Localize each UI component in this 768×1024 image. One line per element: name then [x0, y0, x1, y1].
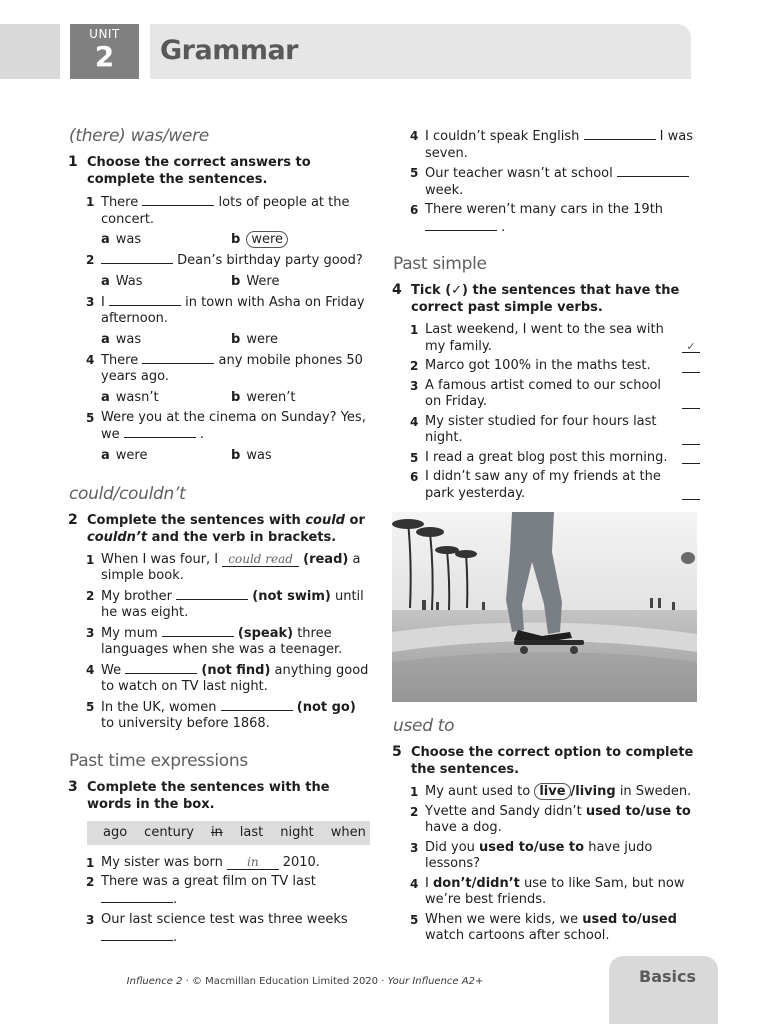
question-text-before: There weren’t many cars in the 19th	[425, 202, 664, 217]
question-number: 3	[86, 625, 95, 640]
option-b[interactable]	[231, 331, 278, 349]
footer-book: Influence 2	[126, 976, 183, 987]
question-text-before: When I was four, I	[101, 551, 219, 567]
question-number: 2	[86, 253, 95, 267]
option-b[interactable]	[231, 273, 279, 291]
option-a[interactable]	[101, 231, 141, 249]
option-separator: /	[533, 839, 539, 855]
question-text-after: Dean’s birthday party good?	[177, 253, 363, 268]
tick-box[interactable]: ✓	[682, 341, 700, 353]
question-number: 2	[86, 875, 95, 889]
question-number: 3	[410, 378, 419, 393]
option-letter: a	[101, 447, 110, 463]
instruction-text: Choose the correct option to complete the sentences.	[411, 745, 694, 777]
question-number: 3	[410, 840, 419, 855]
task-number: 1	[68, 154, 78, 170]
unit-badge	[70, 24, 139, 79]
answer-options	[68, 231, 370, 250]
question-text-after: week.	[425, 182, 464, 198]
instruction-text: Choose the correct answers to complete the sentences.	[87, 155, 311, 187]
unit-label: UNIT	[89, 27, 120, 41]
question-item	[68, 625, 370, 659]
question-text-before: There	[101, 352, 139, 368]
option-second[interactable]: use to	[538, 839, 585, 855]
answer-blank[interactable]	[124, 426, 196, 438]
option-text: weren’t	[246, 389, 296, 405]
tick-sentence: I didn’t saw any of my friends at the park yesterday.	[425, 469, 661, 501]
header-left-bar	[0, 24, 60, 79]
question-text-before: There	[101, 195, 139, 210]
section-title-time-expressions: Past time expressions	[69, 750, 248, 771]
question-text-after: to university before 1868.	[101, 716, 270, 731]
answer-blank[interactable]	[125, 662, 197, 674]
answer-blank[interactable]	[176, 588, 248, 600]
option-text: were	[246, 331, 278, 347]
question-text-after: a simple book.	[101, 551, 361, 583]
question-text-after: .	[173, 891, 178, 907]
question-text-after: I was seven.	[425, 129, 693, 161]
handwritten-answer[interactable]: in	[227, 856, 279, 870]
word-box-item: century	[144, 825, 194, 840]
answer-blank[interactable]	[162, 625, 234, 637]
question-text-before: I couldn’t speak English	[425, 129, 580, 144]
question-text-before: Were you at the cinema on Sunday? Yes, we	[101, 409, 366, 442]
question-number: 1	[86, 195, 95, 209]
question-text-before: Our last science test was three weeks	[101, 912, 348, 927]
answer-blank[interactable]	[425, 219, 497, 231]
question-text-before: Did you	[425, 839, 475, 855]
answer-blank[interactable]	[617, 165, 689, 177]
question-text-after: .	[501, 219, 506, 235]
tick-item	[392, 450, 700, 467]
option-separator: /	[471, 875, 477, 891]
answer-options	[68, 331, 370, 350]
verb-prompt: (speak)	[237, 625, 294, 641]
left-column	[68, 118, 370, 949]
question-number: 5	[410, 912, 419, 927]
answer-blank[interactable]	[101, 929, 173, 941]
question-text-before: There was a great film on TV last	[101, 874, 316, 889]
question-number: 5	[410, 450, 419, 465]
option-second[interactable]: living	[575, 784, 616, 799]
question-item	[68, 252, 370, 270]
task-number: 4	[392, 282, 402, 298]
option-text: Were	[246, 273, 280, 289]
instruction-text: and the verb in brackets.	[151, 529, 337, 545]
question-number: 4	[86, 662, 95, 677]
question-text-after: lots of people at the concert.	[101, 195, 350, 227]
instruction-keyword: could	[305, 512, 345, 528]
question-number: 1	[410, 323, 419, 337]
option-letter: a	[101, 331, 110, 347]
question-item	[68, 588, 370, 622]
tick-item	[392, 358, 700, 375]
instruction-text: Complete the sentences with	[87, 512, 301, 528]
tick-sentence: I read a great blog post this morning.	[425, 449, 668, 465]
question-item	[392, 912, 700, 945]
tick-item	[392, 322, 700, 355]
tick-box[interactable]	[682, 499, 700, 500]
tick-box[interactable]	[682, 463, 700, 464]
question-number: 5	[86, 410, 95, 425]
question-number: 4	[410, 129, 419, 143]
question-item	[68, 699, 370, 733]
option-letter: a	[101, 389, 110, 405]
option-first[interactable]: used to	[479, 839, 534, 855]
instruction-text: Tick (✓) the sentences that have the correct past simple verbs.	[411, 283, 680, 315]
option-separator: /	[640, 803, 646, 819]
unit-number: 2	[94, 40, 115, 73]
question-number: 1	[86, 855, 95, 870]
footer-credit	[0, 976, 610, 987]
task-number: 2	[68, 511, 78, 528]
question-number: 3	[86, 294, 95, 309]
instruction-text: or	[349, 512, 365, 528]
instruction-text: Complete the sentences with the words in the box.	[87, 779, 330, 812]
option-text: were	[115, 447, 148, 463]
word-box-item: ago	[103, 825, 128, 840]
question-number: 2	[86, 588, 95, 603]
verb-prompt: (not swim)	[252, 588, 331, 604]
task-instruction	[392, 282, 700, 316]
question-number: 2	[410, 804, 419, 819]
question-number: 1	[86, 552, 95, 567]
question-item	[392, 784, 700, 801]
question-text-before: My mum	[101, 625, 158, 641]
option-text: was	[246, 447, 272, 463]
question-text-after: .	[173, 929, 178, 945]
section-title-could: could/couldn’t	[69, 483, 186, 504]
question-text-before: My aunt used to	[425, 784, 531, 799]
option-letter: b	[231, 331, 241, 347]
task-number: 3	[68, 778, 78, 795]
question-item	[392, 876, 700, 909]
circled-answer: were	[246, 231, 288, 248]
question-item	[68, 662, 370, 696]
option-text: was	[115, 331, 142, 347]
option-letter: b	[231, 389, 241, 405]
word-box-item: last	[239, 825, 264, 840]
question-item	[68, 552, 370, 585]
question-text-after: three languages when she was a teenager.	[101, 625, 343, 657]
question-item	[68, 294, 370, 328]
tick-box[interactable]	[682, 372, 700, 373]
option-a[interactable]	[101, 447, 147, 465]
question-text-before: I	[425, 875, 429, 891]
section-title-past-simple: Past simple	[393, 254, 487, 274]
answer-options	[68, 273, 370, 292]
question-text-after: in town with Asha on Friday afternoon.	[101, 294, 365, 326]
option-first[interactable]: used to	[582, 911, 638, 927]
tick-sentence: My sister studied for four hours last night.	[425, 413, 657, 445]
option-text: wasn’t	[115, 389, 159, 405]
question-text-before: My brother	[101, 588, 172, 604]
section-title-used-to: used to	[393, 716, 455, 736]
question-number: 6	[410, 470, 419, 484]
question-text-after: .	[199, 427, 205, 442]
tick-sentence: A famous artist comed to our school on Friday.	[425, 377, 662, 409]
verb-prompt: (not find)	[201, 662, 271, 678]
question-text-after: 2010.	[282, 854, 320, 870]
question-item	[68, 352, 370, 386]
question-item	[392, 128, 700, 162]
option-letter: b	[231, 447, 241, 463]
section-title-was-were: (there) was/were	[69, 126, 209, 146]
question-number: 6	[410, 203, 419, 217]
option-b[interactable]	[231, 447, 272, 465]
option-second[interactable]: use to	[645, 803, 691, 819]
answer-blank[interactable]	[142, 352, 214, 364]
question-text-after: have judo lessons?	[425, 839, 653, 871]
question-number: 4	[86, 352, 95, 367]
word-box-item: when	[330, 825, 366, 840]
footer-copyright: · © Macmillan Education Limited 2020 ·	[185, 976, 385, 987]
question-item	[392, 165, 700, 199]
answer-blank[interactable]	[221, 699, 293, 711]
page-title: Grammar	[160, 35, 298, 66]
option-letter: a	[101, 273, 110, 289]
task-instruction	[68, 154, 370, 188]
word-box	[87, 821, 370, 845]
option-letter: b	[231, 232, 241, 247]
handwritten-answer[interactable]: could read	[222, 553, 299, 567]
option-b[interactable]	[231, 231, 288, 249]
option-first[interactable]: used to	[585, 803, 641, 819]
option-a[interactable]	[101, 273, 143, 291]
answer-blank[interactable]	[101, 252, 173, 264]
tick-box[interactable]	[682, 444, 700, 445]
answer-blank[interactable]	[101, 891, 173, 903]
answer-options	[68, 389, 370, 408]
option-letter: a	[101, 232, 110, 247]
word-box-item-used: in	[210, 825, 223, 840]
question-number: 4	[410, 414, 419, 429]
skateboarder-illustration	[392, 512, 697, 702]
option-second[interactable]: used	[641, 911, 677, 927]
verb-prompt: (not go)	[296, 699, 356, 715]
question-text-before: We	[101, 662, 122, 678]
question-item	[68, 855, 370, 872]
question-number: 3	[86, 913, 95, 927]
option-text: was	[115, 232, 142, 247]
instruction-keyword: couldn’t	[87, 529, 148, 545]
tick-item	[392, 378, 700, 411]
question-item	[68, 912, 370, 946]
option-separator: /	[637, 911, 642, 927]
task-number: 5	[392, 744, 402, 760]
option-separator: /	[570, 784, 576, 799]
tick-sentence: Last weekend, I went to the sea with my family.	[425, 322, 664, 354]
skateboarder-photo	[392, 512, 697, 702]
question-text-before: Our teacher wasn’t at school	[425, 166, 613, 181]
footer-section-tab	[609, 956, 718, 1024]
question-text-after: anything good to watch on TV last night.	[101, 662, 369, 694]
question-text-before: Yvette and Sandy didn’t	[425, 803, 582, 819]
tick-item	[392, 469, 700, 502]
option-second[interactable]: didn’t	[476, 875, 520, 891]
question-item	[392, 840, 700, 873]
word-box-item: night	[280, 825, 314, 840]
answer-blank[interactable]	[142, 194, 214, 206]
question-text-before: My sister was born	[101, 854, 223, 870]
question-item	[392, 804, 700, 837]
answer-options	[68, 447, 370, 466]
question-item	[68, 410, 370, 444]
question-text-after: until he was eight.	[101, 588, 364, 620]
answer-blank[interactable]	[109, 294, 181, 306]
right-column	[392, 128, 700, 948]
question-number: 5	[410, 166, 419, 180]
option-a[interactable]	[101, 331, 141, 349]
question-item	[68, 874, 370, 908]
question-number: 2	[410, 359, 419, 373]
task-instruction	[68, 512, 370, 546]
question-number: 1	[410, 785, 419, 799]
question-number: 5	[86, 699, 95, 714]
option-first[interactable]: don’t	[432, 875, 472, 891]
question-text-after: in Sweden.	[619, 784, 692, 799]
option-a[interactable]	[101, 389, 159, 407]
verb-prompt: (read)	[303, 551, 349, 567]
question-text-after: any mobile phones 50 years ago.	[101, 352, 363, 384]
task-instruction	[68, 779, 370, 813]
question-item	[392, 202, 700, 236]
task-instruction	[392, 744, 700, 778]
footer-product: Your Influence A2+	[387, 976, 484, 987]
answer-blank[interactable]	[584, 128, 656, 140]
question-text-after: watch cartoons after school.	[425, 928, 610, 943]
option-letter: b	[231, 273, 241, 289]
option-text: Was	[115, 273, 143, 289]
tick-item	[392, 414, 700, 447]
question-text-before: I	[101, 294, 105, 310]
question-item	[68, 194, 370, 228]
option-first-circled[interactable]: live	[534, 783, 570, 800]
question-text-after: have a dog.	[425, 820, 502, 835]
footer-tab-label: Basics	[639, 967, 697, 986]
question-text-before: In the UK, women	[101, 699, 217, 715]
question-number: 4	[410, 876, 419, 891]
header-title-bar	[150, 24, 691, 79]
question-text-before: When we were kids, we	[425, 911, 579, 927]
option-b[interactable]	[231, 389, 295, 407]
tick-box[interactable]	[682, 408, 700, 409]
tick-sentence: Marco got 100% in the maths test.	[425, 358, 651, 373]
question-text-after: use to like Sam, but now we’re best friends.	[425, 875, 685, 907]
